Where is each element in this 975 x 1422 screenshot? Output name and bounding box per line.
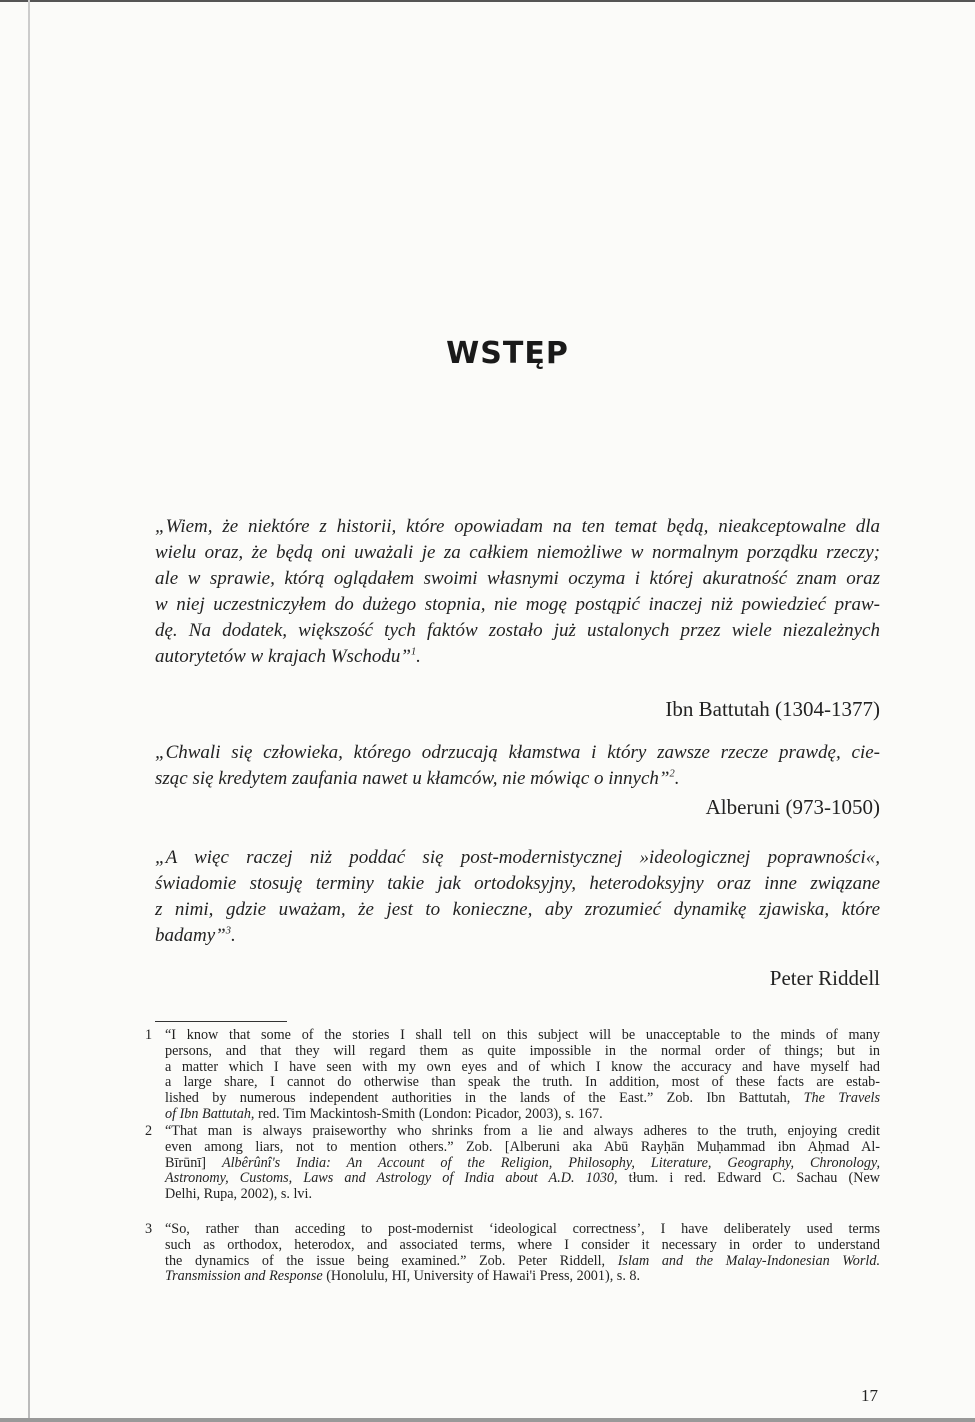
text-run: autorytetów w krajach Wschodu” xyxy=(155,646,411,667)
footnote-number: 3 xyxy=(145,1221,153,1237)
text-run: Islam and the Malay-Indonesian World. xyxy=(617,1252,881,1269)
text-run: The Travels xyxy=(803,1090,881,1107)
text-line xyxy=(165,1060,880,1076)
footnote-text xyxy=(165,1222,880,1285)
footnote-1 xyxy=(145,1028,880,1123)
text-run: (Honolulu, HI, University of Hawai'i Press, 2001), s. 8. xyxy=(322,1268,641,1285)
text-run: , tłum. i red. Edward C. Sachau (New xyxy=(614,1170,880,1187)
text-line xyxy=(155,566,880,592)
text-line xyxy=(165,1171,880,1187)
text-line xyxy=(165,1124,880,1140)
page-bottom-edge xyxy=(0,1418,975,1422)
text-line xyxy=(165,1107,880,1123)
footnote-text xyxy=(165,1124,880,1203)
text-run: „Chwali się człowieka, którego odrzucają kłamstwa i który zawsze rzecze prawdę, cie- xyxy=(155,742,880,763)
footnote-number: 2 xyxy=(145,1123,153,1139)
text-line xyxy=(155,740,880,766)
text-run: a large share, I cannot do otherwise than speak the truth. In addition, most of these facts are estab- xyxy=(165,1074,880,1091)
text-line xyxy=(155,644,880,670)
text-line xyxy=(155,845,880,871)
text-line xyxy=(165,1269,880,1285)
text-run: a matter which I have seen with my own eyes and of which I know the accuracy and have myself had xyxy=(165,1058,880,1075)
text-line xyxy=(165,1156,880,1172)
text-line xyxy=(155,618,880,644)
text-run: Astronomy, Customs, Laws and Astrology of India about A.D. 1030 xyxy=(165,1170,615,1187)
text-line xyxy=(165,1222,880,1238)
text-run: dę. Na dodatek, większość tych faktów zostało już ustalonych przez wiele niezależnych xyxy=(155,620,880,641)
text-run: “So, rather than acceding to post-modernist ‘ideological correctness’, I have deliberately used terms xyxy=(165,1221,880,1237)
epigraph-quote-2 xyxy=(155,740,880,792)
epigraph-attribution-3: Peter Riddell xyxy=(769,966,880,990)
text-line xyxy=(165,1028,880,1044)
footnote-reference: 1 xyxy=(410,646,417,658)
text-run: . xyxy=(674,768,680,789)
text-run: the dynamics of the issue being examined.” Zob. Peter Riddell, xyxy=(165,1252,618,1269)
text-run: ale w sprawie, którą oglądałem swoimi własnymi oczyma i której akuratność znam oraz xyxy=(155,568,880,589)
text-run: z nimi, gdzie uważam, że jest to konieczne, aby zrozumieć dynamikę zjawiska, które xyxy=(155,899,880,920)
text-run: , red. Tim Mackintosh-Smith (London: Picador, 2003), s. 167. xyxy=(250,1105,603,1122)
text-line xyxy=(155,923,880,949)
footnote-separator xyxy=(155,1021,287,1022)
text-run: wielu oraz, że będą oni uważali je za całkiem niemożliwe w normalnym porządku rzeczy; xyxy=(155,542,880,563)
text-line xyxy=(155,540,880,566)
text-run: even among liars, not to mention others.” Zob. [Alberuni aka Abū Rayḥān Muḥammad ibn Aḥmad Al- xyxy=(165,1138,880,1155)
text-run: Albêrûnî's India: An Account of the Religion, Philosophy, Literature, Geography, Chronology, xyxy=(221,1154,880,1171)
text-line xyxy=(165,1238,880,1254)
page-binding-edge xyxy=(28,0,30,1422)
text-run: Transmission and Response xyxy=(165,1268,323,1285)
text-run: „A więc raczej niż poddać się post-modernistycznej »ideologicznej poprawności«, xyxy=(155,847,880,868)
text-line xyxy=(165,1140,880,1156)
text-line xyxy=(155,871,880,897)
text-run: “I know that some of the stories I shall tell on this subject will be unacceptable to the minds of many xyxy=(165,1027,880,1043)
page-number: 17 xyxy=(861,1386,878,1405)
epigraph-quote-1 xyxy=(155,514,880,670)
text-run: w niej uczestniczyłem do dużego stopnia, nie mogę postąpić inaczej niż powiedzieć praw- xyxy=(155,594,880,615)
text-run: “That man is always praiseworthy who shrinks from a lie and always adheres to the truth, enjoying credit xyxy=(165,1123,880,1139)
text-line xyxy=(165,1187,880,1203)
text-line xyxy=(155,766,880,792)
text-run: . xyxy=(416,646,421,667)
epigraph-quote-3 xyxy=(155,845,880,949)
text-run: of Ibn Battutah xyxy=(165,1105,251,1122)
text-run: lished by numerous independent authorities in the lands of the East.” Zob. Ibn Battutah, xyxy=(165,1090,804,1107)
text-run: such as orthodox, heterodox, and associated terms, where I consider it necessary in order to understand xyxy=(165,1236,880,1253)
footnote-number: 1 xyxy=(145,1027,153,1043)
footnote-reference: 3 xyxy=(225,925,231,937)
footnote-text xyxy=(165,1028,880,1123)
text-line xyxy=(165,1075,880,1091)
text-run: . xyxy=(230,925,236,946)
text-run: Delhi, Rupa, 2002), s. lvi. xyxy=(165,1186,312,1203)
chapter-title: WSTĘP xyxy=(446,336,569,371)
text-line xyxy=(155,897,880,923)
footnote-3 xyxy=(145,1222,880,1285)
text-line xyxy=(165,1044,880,1060)
epigraph-attribution-2: Alberuni (973-1050) xyxy=(705,795,880,819)
text-run: „Wiem, że niektóre z historii, które opowiadam na ten temat będą, nieakceptowalne dla xyxy=(155,516,880,537)
text-line xyxy=(155,592,880,618)
text-run: Bīrūnī] xyxy=(165,1154,222,1171)
epigraph-attribution-1: Ibn Battutah (1304-1377) xyxy=(665,697,880,721)
text-run: świadomie stosuję terminy takie jak ortodoksyjny, heterodoksyjny oraz inne związane xyxy=(155,873,880,894)
text-run: sząc się kredytem zaufania nawet u kłamców, nie mówiąc o innych” xyxy=(155,768,670,789)
page-top-edge xyxy=(0,0,975,2)
text-line xyxy=(165,1091,880,1107)
text-line xyxy=(155,514,880,540)
footnote-2 xyxy=(145,1124,880,1203)
text-run: persons, and that they will regard them as quite impossible in the normal order of things; but in xyxy=(165,1042,880,1059)
text-line xyxy=(165,1254,880,1270)
text-run: badamy” xyxy=(155,925,226,946)
footnote-reference: 2 xyxy=(669,768,675,780)
